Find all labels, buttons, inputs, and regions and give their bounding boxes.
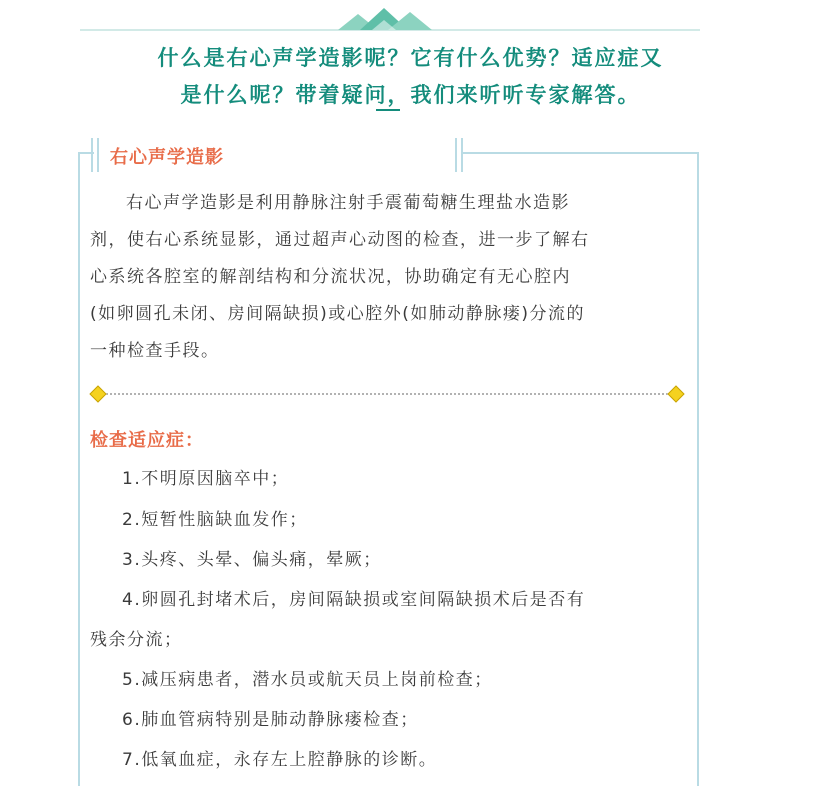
diamond-left-icon <box>90 386 106 402</box>
indication-item-6: 6.肺血管病特别是肺动静脉瘘检查； <box>122 710 419 730</box>
title-right-marker <box>455 138 457 172</box>
indication-item-5: 5.减压病患者，潜水员或航天员上岗前检查； <box>122 670 493 690</box>
paragraph-line-5: 一种检查手段。 <box>90 341 220 361</box>
indication-item-7: 7.低氧血症，永存左上腔静脉的诊断。 <box>122 750 438 770</box>
paragraph-line-4: (如卵圆孔未闭、房间隔缺损)或心腔外(如肺动静脉瘘)分流的 <box>90 304 586 324</box>
indication-item-4: 4.卵圆孔封堵术后，房间隔缺损或室间隔缺损术后是否有 <box>122 590 586 610</box>
title-left-marker <box>91 138 93 172</box>
intro-underline <box>376 109 400 111</box>
indications-title: 检查适应症： <box>90 430 204 451</box>
paragraph-line-1: 右心声学造影是利用静脉注射手震葡萄糖生理盐水造影 <box>126 193 570 213</box>
indication-item-2: 2.短暂性脑缺血发作； <box>122 510 308 530</box>
frame-top-right <box>462 152 699 154</box>
intro-line-2: 是什么呢？带着疑问，我们来听听专家解答。 <box>180 83 641 107</box>
indication-item-3: 3.头疼、头晕、偏头痛，晕厥； <box>122 550 382 570</box>
mountain-decoration <box>0 0 821 40</box>
paragraph-line-2: 剂，使右心系统显影，通过超声心动图的检查，进一步了解右 <box>90 230 590 250</box>
frame-left-border <box>78 152 80 786</box>
dotted-divider <box>88 384 688 404</box>
paragraph-line-3: 心系统各腔室的解剖结构和分流状况，协助确定有无心腔内 <box>90 267 571 287</box>
title-right-marker-2 <box>461 138 463 172</box>
indication-item-4-cont: 残余分流； <box>90 630 183 650</box>
indication-item-1: 1.不明原因脑卒中； <box>122 469 290 489</box>
intro-line-1: 什么是右心声学造影呢？它有什么优势？适应症又 <box>157 46 664 70</box>
title-left-marker-2 <box>97 138 99 172</box>
diamond-right-icon <box>668 386 684 402</box>
section-title: 右心声学造影 <box>110 147 224 168</box>
